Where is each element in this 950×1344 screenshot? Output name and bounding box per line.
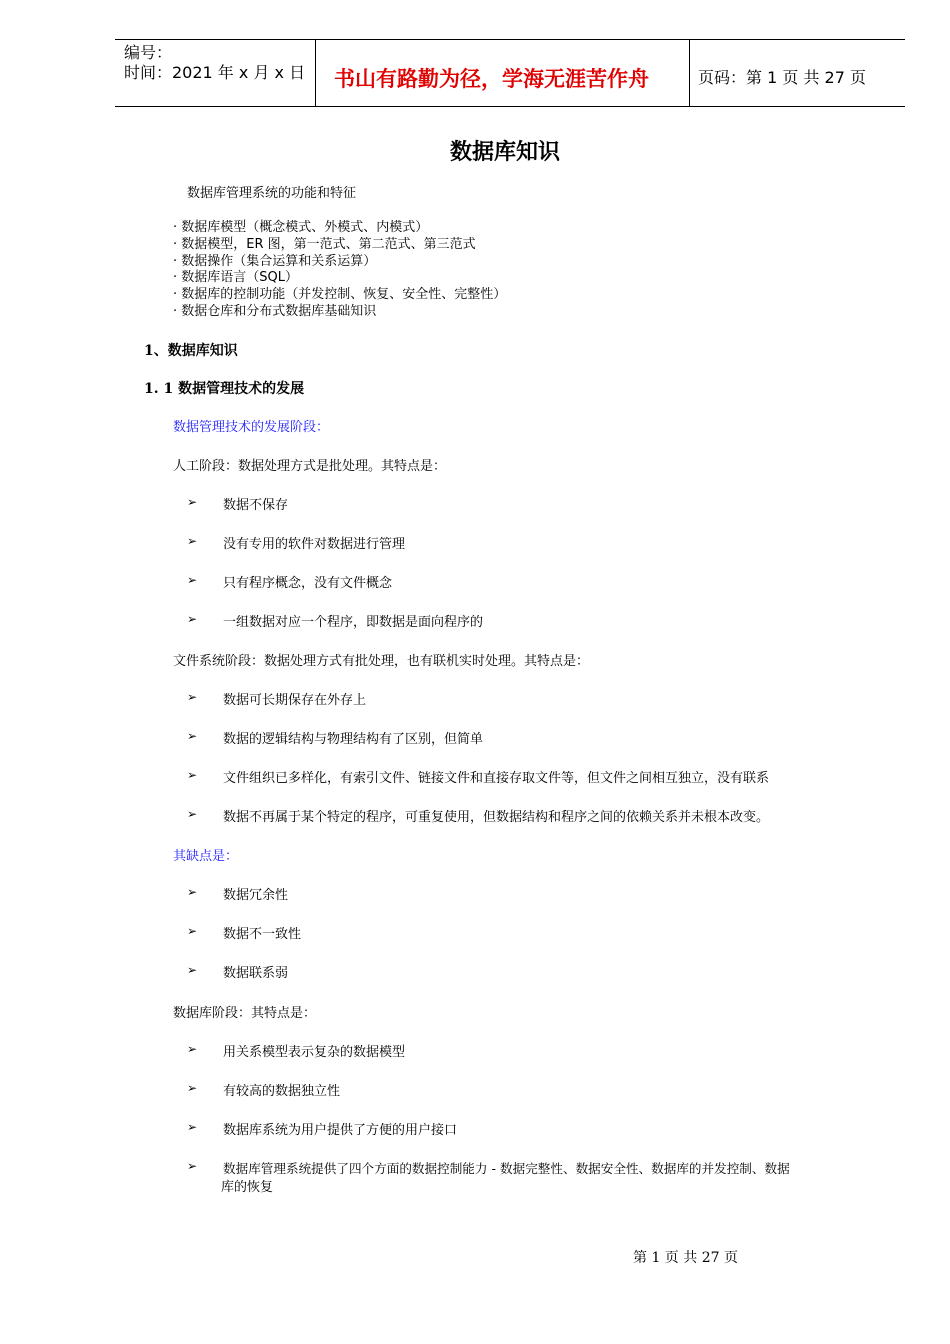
arrow-bullet-icon: ➢ — [187, 768, 198, 782]
list-item: 只有程序概念，没有文件概念 — [223, 576, 393, 591]
section-heading-1: 1、数据库知识 — [144, 343, 238, 359]
arrow-bullet-icon: ➢ — [187, 612, 198, 626]
time-label: 时间：2021 年 x 月 x 日 — [124, 63, 306, 82]
list-item: 一组数据对应一个程序，即数据是面向程序的 — [223, 615, 484, 630]
topic-item: · 数据仓库和分布式数据库基础知识 — [173, 304, 377, 319]
list-item: 数据库系统为用户提供了方便的用户接口 — [223, 1123, 458, 1138]
list-item: 没有专用的软件对数据进行管理 — [223, 537, 406, 552]
arrow-bullet-icon: ➢ — [187, 690, 198, 704]
header-motto: 书山有路勤为径，学海无涯苦作舟 — [334, 66, 649, 91]
list-item: 数据不一致性 — [223, 927, 302, 942]
arrow-bullet-icon: ➢ — [187, 729, 198, 743]
list-item: 数据不保存 — [223, 498, 289, 513]
header-divider-1 — [315, 39, 316, 107]
arrow-bullet-icon: ➢ — [187, 963, 198, 977]
arrow-bullet-icon: ➢ — [187, 885, 198, 899]
topic-item: · 数据模型，ER 图，第一范式、第二范式、第三范式 — [173, 237, 476, 252]
list-item: 数据联系弱 — [223, 966, 289, 981]
list-item: 用关系模型表示复杂的数据模型 — [223, 1045, 406, 1060]
arrow-bullet-icon: ➢ — [187, 1042, 198, 1056]
arrow-bullet-icon: ➢ — [187, 807, 198, 821]
arrow-bullet-icon: ➢ — [187, 1081, 198, 1095]
topic-item: · 数据库的控制功能（并发控制、恢复、安全性、完整性） — [173, 287, 507, 302]
arrow-bullet-icon: ➢ — [187, 534, 198, 548]
arrow-bullet-icon: ➢ — [187, 495, 198, 509]
manual-stage-intro: 人工阶段：数据处理方式是批处理。其特点是： — [173, 459, 447, 474]
topic-item: · 数据库语言（SQL） — [173, 270, 298, 285]
list-item-continuation: 库的恢复 — [221, 1180, 274, 1195]
list-item: 数据库管理系统提供了四个方面的数据控制能力 - 数据完整性、数据安全性、数据库的并发控制、数据 — [223, 1161, 790, 1176]
section-heading-1-1: 1. 1 数据管理技术的发展 — [144, 381, 305, 397]
list-item: 数据不再属于某个特定的程序，可重复使用，但数据结构和程序之间的依赖关系并未根本改变。 — [223, 810, 770, 825]
topic-item: · 数据操作（集合运算和关系运算） — [173, 254, 377, 269]
intro-text: 数据库管理系统的功能和特征 — [187, 186, 357, 201]
header-bottom-border — [115, 106, 905, 107]
topic-item: · 数据库模型（概念模式、外模式、内模式） — [173, 220, 429, 235]
file-stage-intro: 文件系统阶段：数据处理方式有批处理，也有联机实时处理。其特点是： — [173, 654, 590, 669]
drawbacks-heading: 其缺点是： — [173, 849, 239, 864]
page-title: 数据库知识 — [450, 139, 561, 165]
arrow-bullet-icon: ➢ — [187, 924, 198, 938]
db-stage-intro: 数据库阶段：其特点是： — [173, 1006, 317, 1021]
page-footer: 第 1 页 共 27 页 — [633, 1250, 738, 1266]
list-item: 有较高的数据独立性 — [223, 1084, 341, 1099]
arrow-bullet-icon: ➢ — [187, 1159, 198, 1173]
list-item: 数据冗余性 — [223, 888, 289, 903]
arrow-bullet-icon: ➢ — [187, 573, 198, 587]
header-divider-2 — [689, 39, 690, 107]
list-item: 数据可长期保存在外存上 — [223, 693, 367, 708]
stages-heading: 数据管理技术的发展阶段： — [173, 420, 330, 435]
header-top-border — [115, 39, 905, 40]
list-item: 数据的逻辑结构与物理结构有了区别，但简单 — [223, 732, 484, 747]
serial-label: 编号： — [124, 43, 173, 62]
header-page-info: 页码：第 1 页 共 27 页 — [698, 68, 866, 87]
list-item: 文件组织已多样化，有索引文件、链接文件和直接存取文件等，但文件之间相互独立，没有联系 — [223, 771, 770, 786]
arrow-bullet-icon: ➢ — [187, 1120, 198, 1134]
